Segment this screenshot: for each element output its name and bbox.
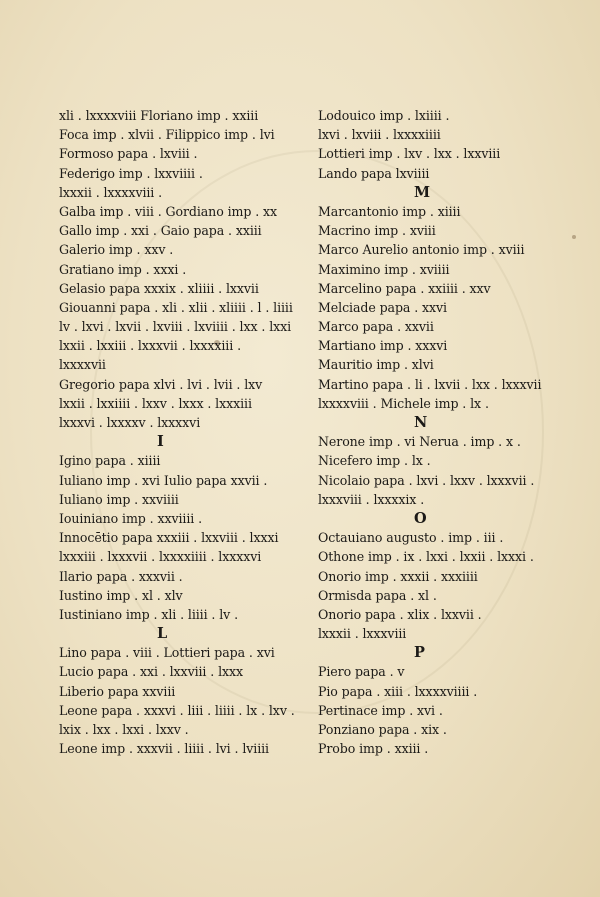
index-entry: Nicolaio papa . lxvi . lxxv . lxxxvii . xyxy=(318,472,535,488)
index-entry: Probo imp . xxiii . xyxy=(318,741,429,757)
section-letter-heading: O xyxy=(414,509,427,527)
index-entry: lxxxviii . lxxxxix . xyxy=(318,491,425,507)
section-letter-heading: M xyxy=(414,183,430,201)
index-entry: Marcelino papa . xxiiii . xxv xyxy=(318,280,491,296)
index-entry: Macrino imp . xviii xyxy=(318,223,436,239)
index-entry: Leone imp . xxxvii . liiii . lvi . lviiii xyxy=(59,741,269,757)
index-entry: Federigo imp . lxxviiii . xyxy=(59,165,203,181)
index-entry: Ilario papa . xxxvii . xyxy=(59,568,183,584)
index-entry: Galba imp . viii . Gordiano imp . xx xyxy=(59,203,278,219)
index-entry: lxxxvi . lxxxxv . lxxxxvi xyxy=(59,415,201,430)
index-entry: Pertinace imp . xvi . xyxy=(318,702,443,718)
index-entry: Iouiniano imp . xxviiii . xyxy=(59,510,203,526)
index-entry: lxxii . lxxiiii . lxxv . lxxx . lxxxiii xyxy=(59,395,252,411)
index-entry: Nicefero imp . lx . xyxy=(318,453,431,469)
index-entry: Marcantonio imp . xiiii xyxy=(318,203,461,219)
index-entry: Gallo imp . xxi . Gaio papa . xxiii xyxy=(59,223,262,239)
index-entry: Piero papa . v xyxy=(318,664,405,680)
index-entry: Nerone imp . vi Nerua . imp . x . xyxy=(318,434,521,450)
index-entry: Igino papa . xiiii xyxy=(59,453,161,469)
index-entry: Iuliano imp . xvi Iulio papa xxvii . xyxy=(59,472,268,488)
index-entry: Marco Aurelio antonio imp . xviii xyxy=(318,242,525,258)
section-letter-heading: L xyxy=(157,625,168,643)
index-entry: Innocētio papa xxxiii . lxxviii . lxxxi xyxy=(59,530,279,546)
index-entry: Lino papa . viii . Lottieri papa . xvi xyxy=(59,645,275,661)
index-entry: Lodouico imp . lxiiii . xyxy=(318,108,450,123)
index-entry: Othone imp . ix . lxxi . lxxii . lxxxi . xyxy=(318,549,534,565)
index-entry: Gratiano imp . xxxi . xyxy=(59,261,187,277)
index-entry: Gelasio papa xxxix . xliiii . lxxvii xyxy=(59,280,259,296)
index-entry: Octauiano augusto . imp . iii . xyxy=(318,530,504,546)
index-entry: Marco papa . xxvii xyxy=(318,319,434,335)
index-entry: Galerio imp . xxv . xyxy=(59,242,174,258)
index-entry: lxxxxviii . Michele imp . lx . xyxy=(318,395,489,411)
index-entry: Liberio papa xxviii xyxy=(59,683,176,699)
index-entry: Leone papa . xxxvi . liii . liiii . lx . lxv . xyxy=(59,702,295,718)
section-letter-heading: N xyxy=(414,414,428,431)
index-entry: lxxxii . lxxxxviii . xyxy=(59,184,163,200)
index-entry: lxxxii . lxxxviii xyxy=(318,626,407,642)
index-entry: Martino papa . li . lxvii . lxx . lxxxvii xyxy=(318,376,542,392)
index-entry: Lando papa lxviiii xyxy=(318,165,430,181)
index-entry: Lottieri imp . lxv . lxx . lxxviii xyxy=(318,146,501,162)
section-letter-heading: P xyxy=(414,644,425,662)
index-entry: Ponziano papa . xix . xyxy=(318,722,447,737)
index-entry: Iustiniano imp . xli . liiii . lv . xyxy=(59,606,238,622)
index-entry: Martiano imp . xxxvi xyxy=(318,338,448,354)
index-entry: lxxxxvii xyxy=(59,357,106,373)
index-right-column xyxy=(318,106,558,758)
index-entry: lv . lxvi . lxvii . lxviii . lxviiii . lxx . lxxi xyxy=(59,319,292,335)
section-letter-heading: I xyxy=(157,433,164,451)
index-entry: lxvi . lxviii . lxxxxiiii xyxy=(318,127,441,143)
index-entry: Iustino imp . xl . xlv xyxy=(59,587,183,603)
index-entry: Onorio papa . xlix . lxxvii . xyxy=(318,606,482,622)
index-entry: Gregorio papa xlvi . lvi . lvii . lxv xyxy=(59,376,263,392)
index-entry: Foca imp . xlvii . Filippico imp . lvi xyxy=(59,127,275,143)
index-left-column xyxy=(59,106,299,758)
index-entry: Pio papa . xiii . lxxxxviiii . xyxy=(318,683,478,699)
index-entry: lxxii . lxxiii . lxxxvii . lxxxxiii . xyxy=(59,338,241,354)
index-entry: lxxxiii . lxxxvii . lxxxxiiii . lxxxxvi xyxy=(59,549,262,565)
index-entry: Lucio papa . xxi . lxxviii . lxxx xyxy=(59,664,244,680)
index-entry: Giouanni papa . xli . xlii . xliiii . l . liiii xyxy=(59,299,293,315)
index-entry: Formoso papa . lxviii . xyxy=(59,146,198,162)
index-entry: xli . lxxxxviii Floriano imp . xxiii xyxy=(59,108,259,123)
index-entry: Ormisda papa . xl . xyxy=(318,587,437,603)
index-entry: lxix . lxx . lxxi . lxxv . xyxy=(59,722,189,737)
index-entry: Mauritio imp . xlvi xyxy=(318,357,434,373)
index-entry: Onorio imp . xxxii . xxxiiii xyxy=(318,568,478,584)
ink-stain xyxy=(572,235,576,239)
index-entry: Maximino imp . xviiii xyxy=(318,261,450,277)
index-entry: Melciade papa . xxvi xyxy=(318,299,447,315)
index-entry: Iuliano imp . xxviiii xyxy=(59,491,179,507)
